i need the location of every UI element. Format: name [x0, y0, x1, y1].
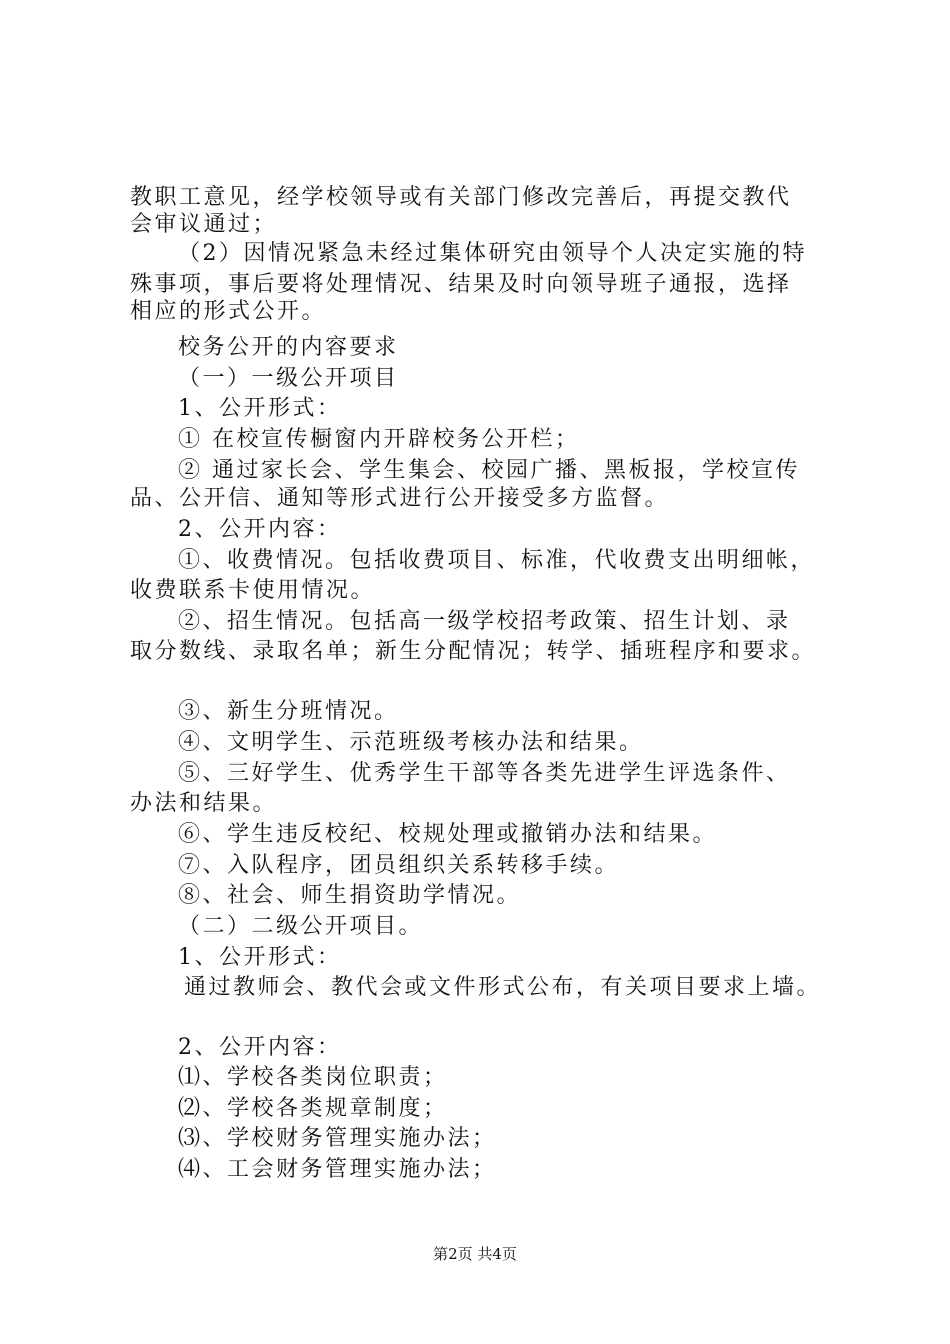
text-line: 2、公开内容：: [178, 517, 342, 542]
text-line: 1、公开形式：: [178, 396, 342, 421]
text-line: ①、收费情况。包括收费项目、标准，代收费支出明细帐，: [178, 548, 816, 573]
text-line: ⑴、学校各类岗位职责；: [178, 1065, 448, 1090]
text-line: ④、文明学生、示范班级考核办法和结果。: [178, 730, 644, 755]
text-line: ⑤、三好学生、优秀学生干部等各类先进学生评选条件、: [178, 761, 791, 786]
text-line: 1、公开形式：: [178, 945, 342, 970]
text-line: ⑥、学生违反校纪、校规处理或撤销办法和结果。: [178, 822, 718, 847]
text-line: ⑧、社会、师生捐资助学情况。: [178, 883, 522, 908]
text-line: 相应的形式公开。: [130, 299, 327, 324]
page-footer: 第2页 共4页: [433, 1245, 517, 1263]
text-line: 会审议通过；: [130, 212, 278, 237]
text-line: ③、新生分班情况。: [178, 699, 399, 724]
text-line: 殊事项，事后要将处理情况、结果及时向领导班子通报，选择: [130, 272, 792, 297]
text-line: ②、招生情况。包括高一级学校招考政策、招生计划、录: [178, 609, 791, 634]
text-line: 取分数线、录取名单；新生分配情况；转学、插班程序和要求。: [130, 639, 817, 664]
text-line: 品、公开信、通知等形式进行公开接受多方监督。: [130, 486, 670, 511]
text-line: 收费联系卡使用情况。: [130, 578, 376, 603]
text-line: 教职工意见，经学校领导或有关部门修改完善后，再提交教代: [130, 185, 792, 210]
text-line: 通过教师会、教代会或文件形式公布，有关项目要求上墙。: [184, 975, 822, 1000]
text-line: ⑶、学校财务管理实施办法；: [178, 1126, 497, 1151]
text-line: ⑦、入队程序，团员组织关系转移手续。: [178, 853, 620, 878]
text-line: ② 通过家长会、学生集会、校园广播、黑板报，学校宣传: [178, 458, 800, 483]
text-line: （2）因情况紧急未经过集体研究由领导个人决定实施的特: [178, 241, 807, 266]
text-line: ⑷、工会财务管理实施办法；: [178, 1157, 497, 1182]
text-line: （一）一级公开项目: [178, 366, 399, 391]
text-line: 办法和结果。: [130, 791, 278, 816]
text-line: （二）二级公开项目。: [178, 914, 424, 939]
text-line: ⑵、学校各类规章制度；: [178, 1096, 448, 1121]
text-line: ① 在校宣传橱窗内开辟校务公开栏；: [178, 427, 580, 452]
text-line: 2、公开内容：: [178, 1035, 342, 1060]
text-line: 校务公开的内容要求: [178, 335, 399, 360]
